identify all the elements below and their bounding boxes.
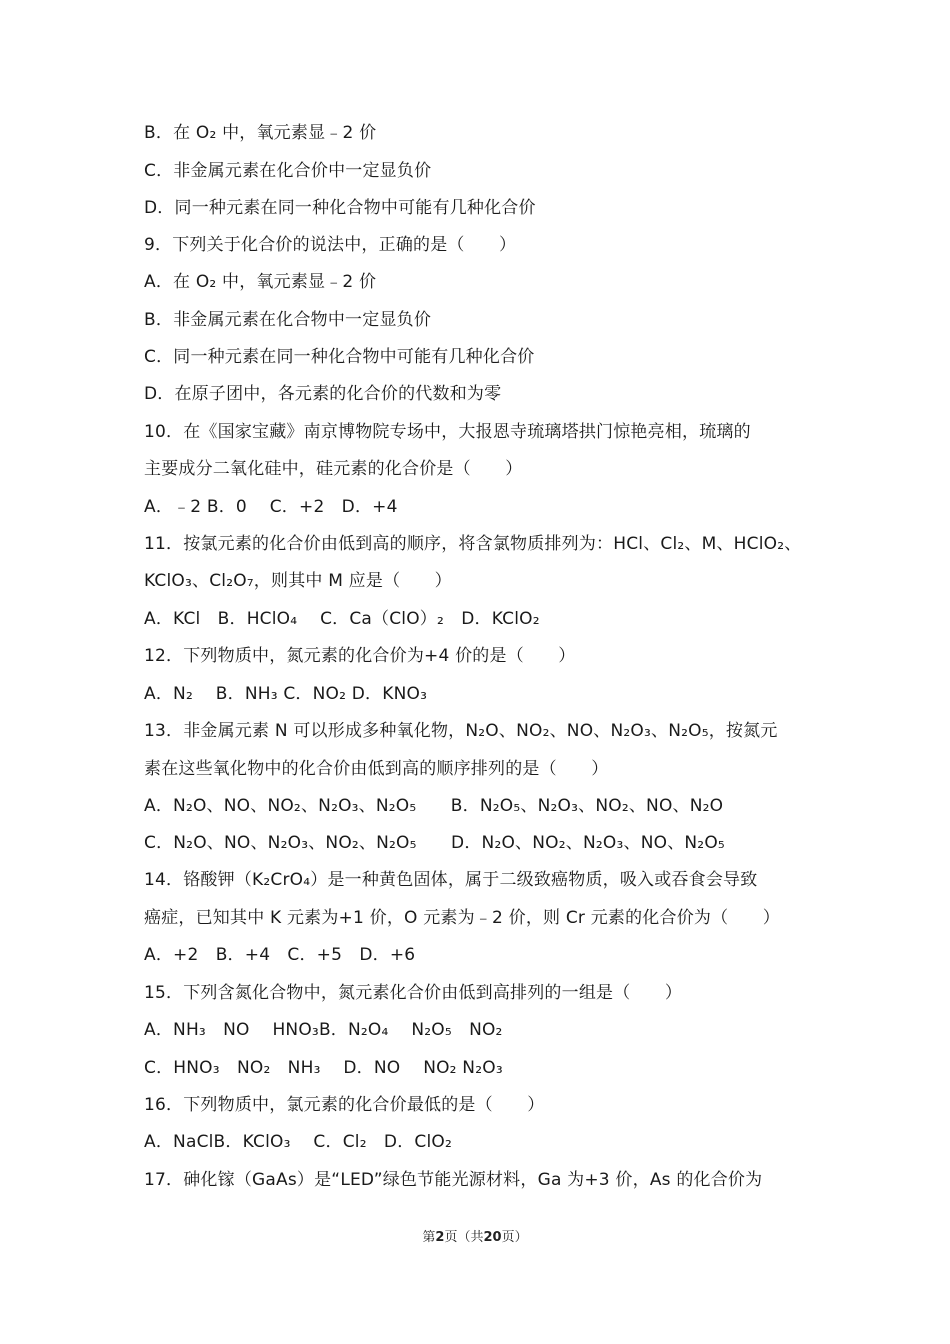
footer-page-number: 2 — [435, 1230, 445, 1245]
option-line: C．HNO₃ NO₂ NH₃ D．NO NO₂ N₂O₃ — [144, 1058, 503, 1078]
question-line: 14．铬酸钾（K₂CrO₄）是一种黄色固体，属于二级致癌物质，吸入或吞食会导致 — [144, 870, 758, 890]
option-line: C．非金属元素在化合价中一定显负价 — [144, 161, 432, 181]
footer-middle: 页（共 — [444, 1230, 484, 1245]
option-line: A．在 O₂ 中，氧元素显﹣2 价 — [144, 272, 377, 292]
footer-total-pages: 20 — [483, 1230, 502, 1245]
option-line: D．同一种元素在同一种化合物中可能有几种化合价 — [144, 198, 536, 218]
option-line: A．KCl B．HClO₄ C．Ca（ClO）₂ D．KClO₂ — [144, 609, 540, 629]
question-line: KClO₃、Cl₂O₇，则其中 M 应是（ ） — [144, 571, 452, 591]
question-line: 16．下列物质中，氯元素的化合价最低的是（ ） — [144, 1095, 545, 1115]
footer-prefix: 第 — [422, 1230, 436, 1245]
option-line: C．N₂O、NO、N₂O₃、NO₂、N₂O₅ D．N₂O、NO₂、N₂O₃、NO、N₂O₅ — [144, 833, 725, 853]
option-line: A．NH₃ NO HNO₃B．N₂O₄ N₂O₅ NO₂ — [144, 1020, 503, 1040]
footer-suffix: 页） — [501, 1230, 528, 1245]
option-line: A．+2 B．+4 C．+5 D．+6 — [144, 945, 416, 965]
question-line: 13．非金属元素 N 可以形成多种氧化物，N₂O、NO₂、NO、N₂O₃、N₂O₅，按氮元 — [144, 721, 778, 741]
option-line: B．在 O₂ 中，氧元素显﹣2 价 — [144, 123, 377, 143]
question-line: 主要成分二氧化硅中，硅元素的化合价是（ ） — [144, 459, 523, 479]
option-line: A．N₂ B．NH₃ C．NO₂ D．KNO₃ — [144, 684, 428, 704]
option-line: D．在原子团中，各元素的化合价的代数和为零 — [144, 384, 502, 404]
question-line: 9．下列关于化合价的说法中，正确的是（ ） — [144, 235, 517, 255]
page-footer — [0, 1226, 950, 1245]
question-line: 12．下列物质中，氮元素的化合价为+4 价的是（ ） — [144, 646, 576, 666]
question-line: 17．砷化镓（GaAs）是“LED”绿色节能光源材料，Ga 为+3 价，As 的化合价为 — [144, 1170, 763, 1190]
question-line: 10．在《国家宝藏》南京博物院专场中，大报恩寺琉璃塔拱门惊艳亮相，琉璃的 — [144, 422, 751, 442]
question-line: 素在这些氧化物中的化合价由低到高的顺序排列的是（ ） — [144, 759, 609, 779]
option-line: B．非金属元素在化合物中一定显负价 — [144, 310, 432, 330]
option-line: A．N₂O、NO、NO₂、N₂O₃、N₂O₅ B．N₂O₅、N₂O₃、NO₂、NO、N₂O — [144, 796, 724, 816]
question-line: 癌症，已知其中 K 元素为+1 价，O 元素为﹣2 价，则 Cr 元素的化合价为（ ） — [144, 908, 780, 928]
option-line: A．﹣2 B．0 C．+2 D．+4 — [144, 497, 398, 517]
option-line: A．NaClB．KClO₃ C．Cl₂ D．ClO₂ — [144, 1132, 452, 1152]
question-line: 11．按氯元素的化合价由低到高的顺序，将含氯物质排列为：HCl、Cl₂、M、HClO₂、 — [144, 534, 802, 554]
question-line: 15．下列含氮化合物中，氮元素化合价由低到高排列的一组是（ ） — [144, 983, 683, 1003]
option-line: C．同一种元素在同一种化合物中可能有几种化合价 — [144, 347, 535, 367]
